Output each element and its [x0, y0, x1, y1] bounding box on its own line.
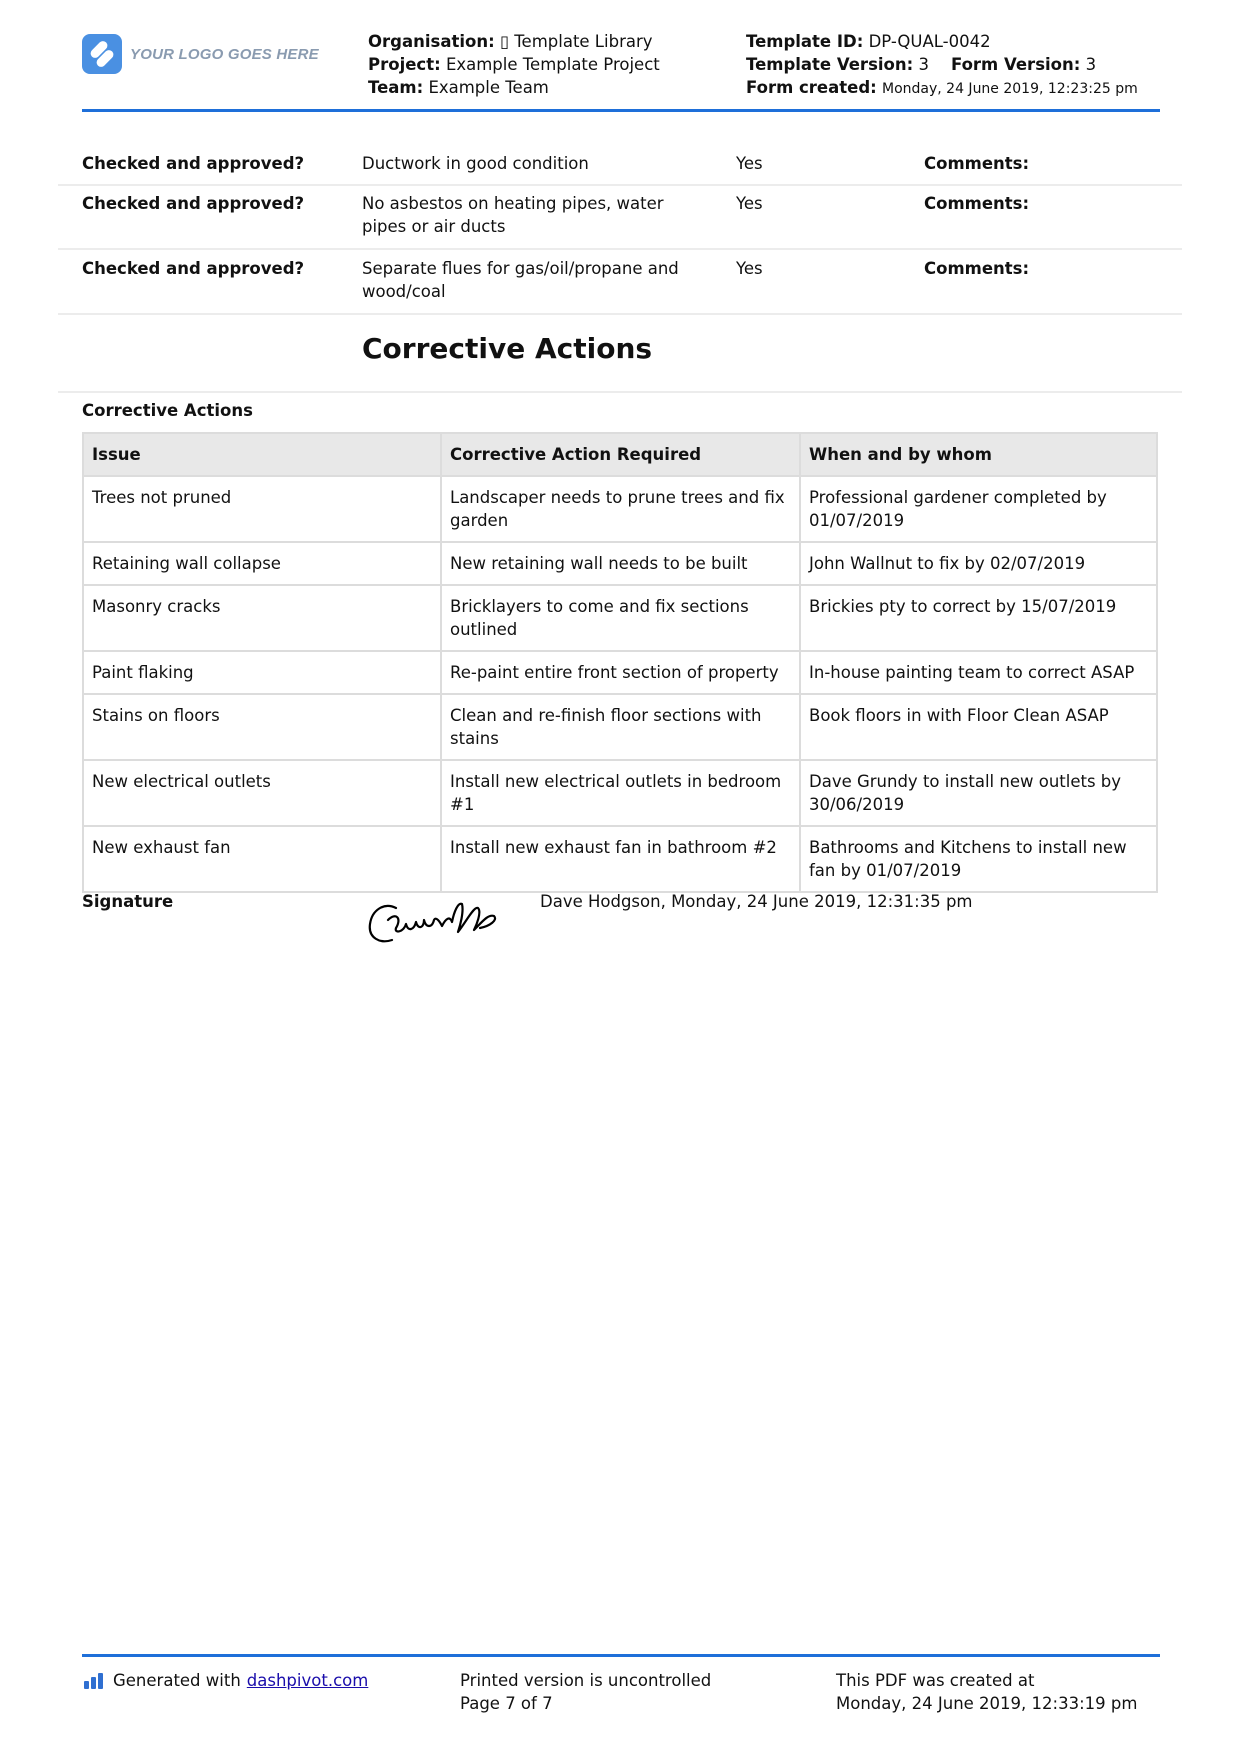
table-row: [83, 585, 1157, 651]
check-row: [58, 152, 1182, 186]
section-title: Corrective Actions: [362, 332, 653, 365]
table-row: [83, 651, 1157, 694]
team-value: Example Team: [428, 78, 549, 97]
action-cell: Install new exhaust fan in bathroom #2: [441, 826, 800, 892]
check-row: [58, 192, 1182, 250]
action-cell: Bricklayers to come and fix sections outlined: [441, 585, 800, 651]
dashpivot-link[interactable]: dashpivot.com: [246, 1671, 369, 1690]
template-id-label: Template ID:: [746, 32, 864, 51]
issue-cell: New exhaust fan: [83, 826, 441, 892]
table-row: [83, 826, 1157, 892]
check-answer: Yes: [736, 194, 763, 213]
check-answer: Yes: [736, 154, 763, 173]
pdf-created-date: Monday, 24 June 2019, 12:33:19 pm: [836, 1694, 1138, 1713]
check-label: Checked and approved?: [82, 259, 305, 278]
issue-cell: Trees not pruned: [83, 476, 441, 542]
pdf-created-label: This PDF was created at: [836, 1671, 1035, 1690]
issue-cell: Stains on floors: [83, 694, 441, 760]
when-whom-cell: Professional gardener completed by 01/07/2019: [800, 476, 1157, 542]
organisation-label: Organisation:: [368, 32, 495, 51]
table-row: [83, 760, 1157, 826]
generated-prefix: Generated with: [113, 1671, 241, 1690]
when-whom-cell: Book floors in with Floor Clean ASAP: [800, 694, 1157, 760]
check-item: Separate flues for gas/oil/propane and wood/coal: [362, 259, 679, 301]
header-divider: [82, 109, 1160, 112]
page-header: [82, 30, 1160, 112]
column-header-when-whom: When and by whom: [800, 433, 1157, 476]
section-divider: [58, 391, 1182, 393]
project-value: Example Template Project: [445, 55, 660, 74]
footer-status: [460, 1669, 711, 1715]
when-whom-cell: In-house painting team to correct ASAP: [800, 651, 1157, 694]
check-item: Ductwork in good condition: [362, 154, 589, 173]
column-header-issue: Issue: [83, 433, 441, 476]
issue-cell: New electrical outlets: [83, 760, 441, 826]
column-header-action: Corrective Action Required: [441, 433, 800, 476]
footer-divider: [82, 1654, 1160, 1657]
check-label: Checked and approved?: [82, 154, 305, 173]
signature-scribble: [366, 892, 498, 950]
when-whom-cell: Brickies pty to correct by 15/07/2019: [800, 585, 1157, 651]
organisation-value: ▯ Template Library: [499, 32, 653, 51]
form-version-value: 3: [1085, 55, 1097, 74]
table-row: [83, 476, 1157, 542]
table-caption: Corrective Actions: [82, 401, 253, 420]
footer-created: [836, 1669, 1137, 1715]
form-created-value: Monday, 24 June 2019, 12:23:25 pm: [882, 81, 1138, 97]
page-number: Page 7 of 7: [460, 1694, 553, 1713]
action-cell: Clean and re-finish floor sections with stains: [441, 694, 800, 760]
template-id-value: DP-QUAL-0042: [868, 32, 991, 51]
logo-icon: [82, 34, 122, 74]
signature-image: [366, 892, 498, 954]
signature-meta: Dave Hodgson, Monday, 24 June 2019, 12:31:35 pm: [540, 892, 973, 911]
logo-text: YOUR LOGO GOES HERE: [130, 45, 319, 63]
table-row: [83, 542, 1157, 585]
template-version-label: Template Version:: [746, 55, 914, 74]
form-version-label: Form Version:: [950, 55, 1081, 74]
table-row: [83, 694, 1157, 760]
check-item: No asbestos on heating pipes, water pipes or air ducts: [362, 194, 664, 236]
check-row: [58, 257, 1182, 315]
team-label: Team:: [368, 78, 424, 97]
table-header-row: [83, 433, 1157, 476]
when-whom-cell: Dave Grundy to install new outlets by 30/06/2019: [800, 760, 1157, 826]
check-comments-label: Comments:: [924, 154, 1030, 173]
dashpivot-logo-icon: [84, 1673, 103, 1689]
header-project-info: [368, 30, 660, 99]
issue-cell: Paint flaking: [83, 651, 441, 694]
action-cell: Install new electrical outlets in bedroom #1: [441, 760, 800, 826]
template-version-value: 3: [918, 55, 929, 74]
project-label: Project:: [368, 55, 441, 74]
header-template-info: [746, 30, 1138, 101]
check-comments-label: Comments:: [924, 194, 1030, 213]
check-comments-label: Comments:: [924, 259, 1030, 278]
company-logo: [82, 34, 319, 74]
action-cell: New retaining wall needs to be built: [441, 542, 800, 585]
issue-cell: Masonry cracks: [83, 585, 441, 651]
action-cell: Re-paint entire front section of property: [441, 651, 800, 694]
uncontrolled-note: Printed version is uncontrolled: [460, 1671, 712, 1690]
form-created-label: Form created:: [746, 78, 877, 97]
footer-generated: [84, 1669, 368, 1692]
check-label: Checked and approved?: [82, 194, 305, 213]
when-whom-cell: John Wallnut to fix by 02/07/2019: [800, 542, 1157, 585]
corrective-actions-table: [82, 432, 1158, 893]
action-cell: Landscaper needs to prune trees and fix garden: [441, 476, 800, 542]
check-answer: Yes: [736, 259, 763, 278]
when-whom-cell: Bathrooms and Kitchens to install new fan by 01/07/2019: [800, 826, 1157, 892]
signature-label: Signature: [82, 892, 174, 911]
issue-cell: Retaining wall collapse: [83, 542, 441, 585]
